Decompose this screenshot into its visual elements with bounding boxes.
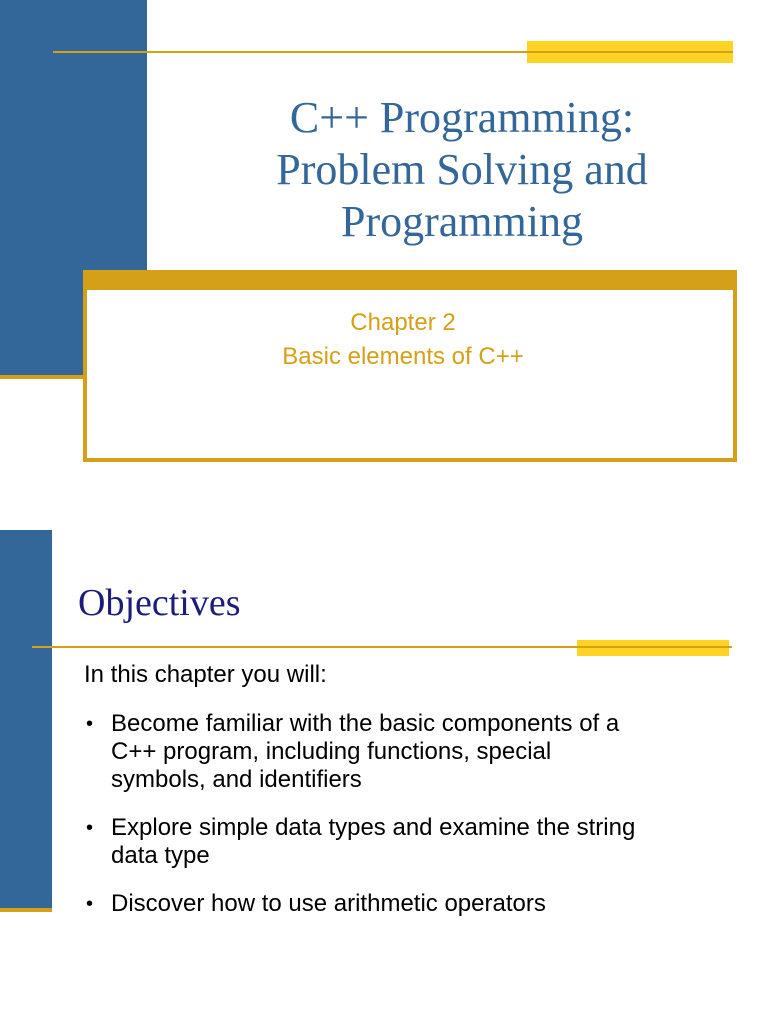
- subtitle-box-top-border: [83, 270, 737, 290]
- objectives-title: Objectives: [78, 582, 241, 624]
- list-item-line: Explore simple data types and examine the string: [111, 814, 636, 841]
- subtitle-text: [83, 306, 723, 374]
- chapter-subtitle: Basic elements of C++: [282, 343, 524, 370]
- left-bar-gold-line: [0, 375, 84, 379]
- title-line-1: C++ Programming:: [289, 93, 635, 142]
- bullet-icon: •: [86, 893, 94, 915]
- top-yellow-accent: [527, 41, 733, 63]
- objectives-list: [84, 710, 744, 938]
- list-item-line: data type: [111, 842, 210, 869]
- chapter-label: Chapter 2: [350, 309, 456, 336]
- left-bar-gold-line-2: [0, 908, 52, 912]
- list-item-line: Discover how to use arithmetic operators: [111, 890, 546, 917]
- slide-title: [160, 92, 764, 248]
- list-item: [84, 890, 744, 918]
- list-item-line: symbols, and identifiers: [111, 766, 362, 793]
- bullet-icon: •: [86, 713, 94, 735]
- list-item-line: Become familiar with the basic components of a: [111, 710, 620, 737]
- list-item: [84, 710, 744, 794]
- title-line-3: Programming: [341, 197, 583, 246]
- objectives-yellow-accent: [577, 640, 729, 656]
- left-blue-bar-2: [0, 530, 52, 910]
- list-item: [84, 814, 744, 870]
- list-item-line: C++ program, including functions, special: [111, 738, 552, 765]
- bullet-icon: •: [86, 817, 94, 839]
- title-line-2: Problem Solving and: [276, 145, 648, 194]
- objectives-intro: In this chapter you will:: [84, 661, 327, 688]
